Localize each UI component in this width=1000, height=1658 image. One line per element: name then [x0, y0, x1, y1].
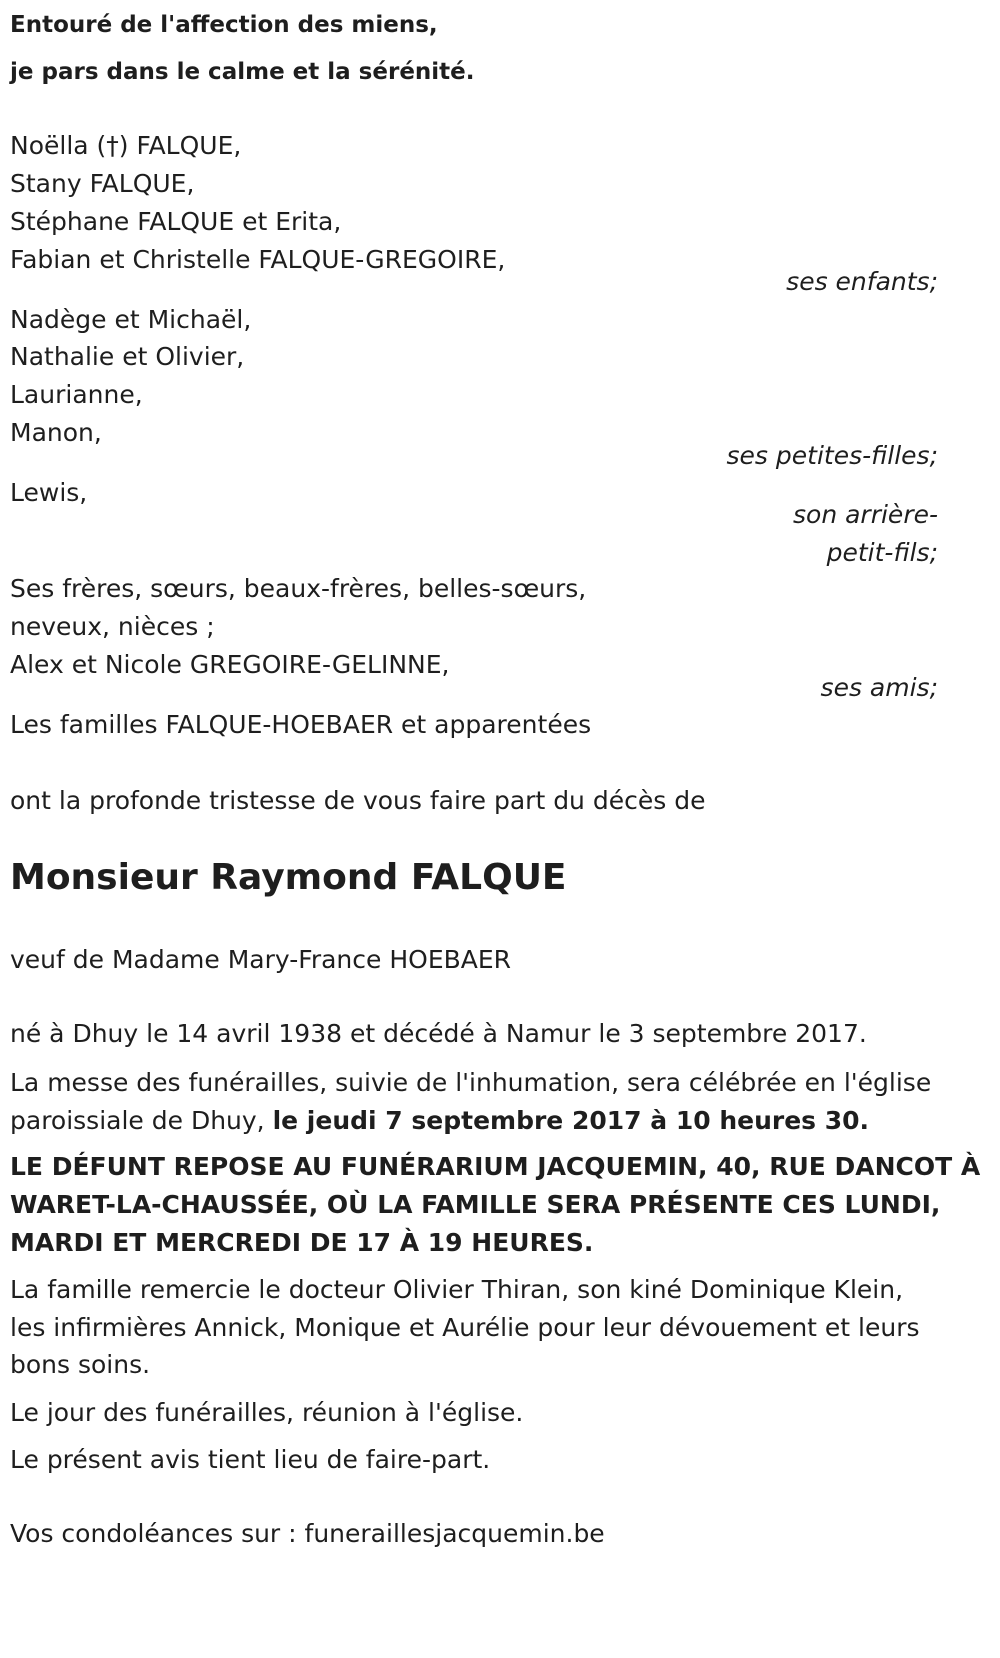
child-name: Fabian et Christelle FALQUE-GREGOIRE, [10, 245, 506, 274]
thanks-line-1: La famille remercie le docteur Olivier Thiran, son kiné Dominique Klein, [10, 1275, 904, 1304]
families-line: Les familles FALQUE-HOEBAER et apparentées [10, 710, 592, 739]
relatives-line: neveux, nièces ; [10, 612, 215, 641]
great-grandson-role-line-1: son arrière- [793, 500, 938, 529]
thanks-line-2: les infirmières Annick, Monique et Aurélie pour leur dévouement et leurs [10, 1313, 920, 1342]
deceased-name: Monsieur Raymond FALQUE [10, 857, 567, 898]
granddaughter-name: Manon, [10, 418, 102, 447]
ceremony-date-time: le jeudi 7 septembre 2017 à 10 heures 30. [272, 1106, 870, 1135]
announcement: ont la profonde tristesse de vous faire part du décès de [10, 786, 706, 815]
intro-line-1: Entouré de l'affection des miens, [10, 12, 438, 38]
condolences-line: Vos condoléances sur : funeraillesjacquemin.be [10, 1519, 605, 1548]
ceremony-line-1: La messe des funérailles, suivie de l'inhumation, sera célébrée en l'église [10, 1068, 932, 1097]
thanks-line-3: bons soins. [10, 1350, 151, 1379]
visitation-line-3: MARDI ET MERCREDI DE 17 À 19 HEURES. [10, 1228, 594, 1257]
relatives-line: Ses frères, sœurs, beaux-frères, belles-sœurs, [10, 574, 587, 603]
granddaughter-name: Nadège et Michaël, [10, 305, 252, 334]
visitation-line-2: WARET-LA-CHAUSSÉE, OÙ LA FAMILLE SERA PRÉSENTE CES LUNDI, [10, 1190, 941, 1219]
child-name: Stéphane FALQUE et Erita, [10, 207, 342, 236]
friends-role: ses amis; [820, 673, 938, 702]
visitation-line-1: LE DÉFUNT REPOSE AU FUNÉRARIUM JACQUEMIN, 40, RUE DANCOT À [10, 1152, 981, 1181]
granddaughters-role: ses petites-filles; [726, 441, 938, 470]
ceremony-place: paroissiale de Dhuy, [10, 1106, 273, 1135]
great-grandson-role-line-2: petit-fils; [826, 538, 938, 567]
granddaughter-name: Nathalie et Olivier, [10, 342, 245, 371]
intro-line-2: je pars dans le calme et la sérénité. [10, 59, 475, 85]
birth-death-line: né à Dhuy le 14 avril 1938 et décédé à Namur le 3 septembre 2017. [10, 1019, 867, 1048]
ceremony-line-2 [10, 1106, 869, 1136]
widower-line: veuf de Madame Mary-France HOEBAER [10, 945, 512, 974]
children-role: ses enfants; [786, 267, 938, 296]
notice-line: Le présent avis tient lieu de faire-part. [10, 1445, 491, 1474]
friend-name: Alex et Nicole GREGOIRE-GELINNE, [10, 650, 450, 679]
granddaughter-name: Laurianne, [10, 380, 143, 409]
great-grandson-name: Lewis, [10, 478, 88, 507]
meeting-line: Le jour des funérailles, réunion à l'église. [10, 1398, 524, 1427]
child-name: Stany FALQUE, [10, 169, 195, 198]
child-name: Noëlla (†) FALQUE, [10, 131, 242, 160]
